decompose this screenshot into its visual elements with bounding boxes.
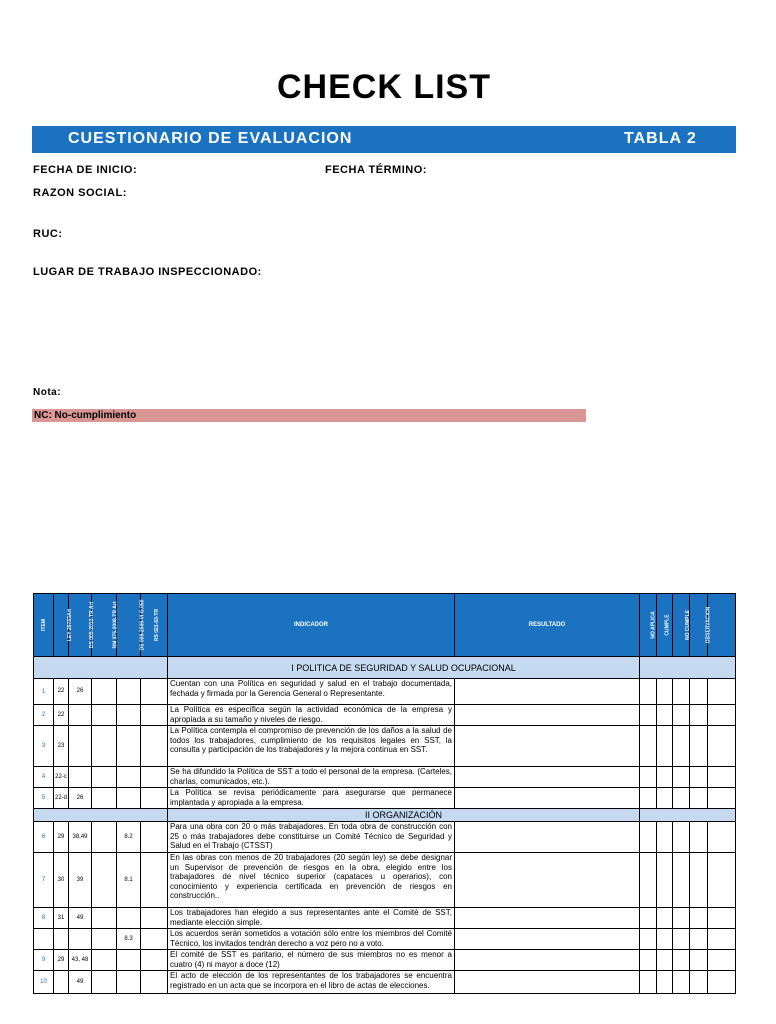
- item-number: 2: [34, 705, 54, 726]
- cumple-cell[interactable]: [657, 767, 673, 788]
- rs021-ref: [141, 929, 168, 950]
- item-number: 4: [34, 767, 54, 788]
- observacion-cell[interactable]: [690, 950, 708, 971]
- item-number: [34, 929, 54, 950]
- item-number: 1: [34, 679, 54, 705]
- table-row: [34, 971, 736, 994]
- no-aplica-cell[interactable]: [640, 971, 657, 994]
- item-number: 6: [34, 822, 54, 853]
- col-ds005-header: DS 005-2012-TR Art: [69, 594, 92, 657]
- oportunidad-cell[interactable]: [708, 908, 736, 929]
- nc-legend: NC: No-cumplimiento: [32, 409, 586, 422]
- fecha-termino-label: FECHA TÉRMINO:: [325, 164, 427, 176]
- rm375-ref: [92, 971, 117, 994]
- ley-ref: 22-c: [54, 767, 69, 788]
- rs021-ref: [141, 908, 168, 929]
- ley-ref: 22: [54, 679, 69, 705]
- cumple-cell[interactable]: [657, 971, 673, 994]
- ds009-ref: [117, 705, 141, 726]
- observacion-cell[interactable]: [690, 679, 708, 705]
- section-title: II ORGANIZACIÓN: [168, 809, 640, 822]
- rm375-ref: [92, 853, 117, 908]
- ds005-ref: [69, 767, 92, 788]
- resultado-cell[interactable]: [455, 853, 640, 908]
- ds005-ref: [69, 726, 92, 767]
- table-row: [34, 822, 736, 853]
- no-cumple-cell[interactable]: [673, 950, 690, 971]
- section-header-row: [34, 809, 736, 822]
- checklist-table: [33, 590, 746, 994]
- resultado-cell[interactable]: [455, 908, 640, 929]
- cumple-cell[interactable]: [657, 788, 673, 809]
- col-observacion-header: OBSERVACION: [690, 594, 708, 657]
- razon-social-label: RAZON SOCIAL:: [33, 187, 127, 199]
- observacion-cell[interactable]: [690, 971, 708, 994]
- observacion-cell[interactable]: [690, 767, 708, 788]
- rm375-ref: [92, 822, 117, 853]
- indicator-text: En las obras con menos de 20 trabajadores (20 según ley) se debe designar un Supervisor de prevención de riesgos en la obra, elegido entre los trabajadores de nivel técnico superior (capataces u operarios), con conocimiento y experiencia certificada en prevención de riesgos en construcción..: [168, 853, 455, 908]
- table-row: [34, 950, 736, 971]
- section-title: I POLITICA DE SEGURIDAD Y SALUD OCUPACIONAL: [168, 657, 640, 679]
- resultado-cell[interactable]: [455, 679, 640, 705]
- col-resultado-header: RESULTADO: [455, 594, 640, 657]
- col-cumple-header: CUMPLE: [657, 594, 673, 657]
- col-no-aplica-header: NO APLICA: [640, 594, 657, 657]
- ds005-ref: 26: [69, 679, 92, 705]
- oportunidad-cell[interactable]: [708, 679, 736, 705]
- ley-ref: 22: [54, 705, 69, 726]
- rs021-ref: [141, 971, 168, 994]
- observacion-cell[interactable]: [690, 822, 708, 853]
- no-cumple-cell[interactable]: [673, 679, 690, 705]
- indicator-text: El comité de SST es paritario, el número de sus miembros no es menor a cuatro (4) ni mayor a doce (12): [168, 950, 455, 971]
- banner-table-label: TABLA 2: [624, 130, 697, 147]
- oportunidad-cell[interactable]: [708, 788, 736, 809]
- oportunidad-cell[interactable]: [708, 726, 736, 767]
- fecha-inicio-label: FECHA DE INICIO:: [33, 164, 138, 176]
- page-title: CHECK LIST: [277, 68, 491, 106]
- item-number: 7: [34, 853, 54, 908]
- ley-ref: [54, 929, 69, 950]
- ley-ref: 31: [54, 908, 69, 929]
- resultado-cell[interactable]: [455, 929, 640, 950]
- table-row: [34, 726, 736, 767]
- indicator-text: La Política contempla el compromiso de prevención de los daños a la salud de todos los trabajadores, cumplimiento de los requisitos legales en SST, la consulta y participación de los trabajadores y la mejora continua en SST.: [168, 726, 455, 767]
- ds005-ref: [69, 929, 92, 950]
- cumple-cell[interactable]: [657, 726, 673, 767]
- indicator-text: El acto de elección de los representantes de los trabajadores se encuentra registrado en un acta que se incorpora en el libro de actas de elecciones.: [168, 971, 455, 994]
- no-cumple-cell[interactable]: [673, 822, 690, 853]
- cumple-cell[interactable]: [657, 705, 673, 726]
- lugar-trabajo-label: LUGAR DE TRABAJO INSPECCIONADO:: [33, 266, 262, 278]
- ds005-ref: 43, 48: [69, 950, 92, 971]
- observacion-cell[interactable]: [690, 705, 708, 726]
- ds009-ref: [117, 726, 141, 767]
- rm375-ref: [92, 929, 117, 950]
- oportunidad-cell[interactable]: [708, 822, 736, 853]
- ds005-ref: 39: [69, 853, 92, 908]
- resultado-cell[interactable]: [455, 950, 640, 971]
- rs021-ref: [141, 679, 168, 705]
- section-header-spacer: [34, 657, 168, 679]
- rm375-ref: [92, 705, 117, 726]
- table-row: [34, 788, 736, 809]
- ds005-ref: 49: [69, 971, 92, 994]
- item-number: 9: [34, 950, 54, 971]
- ds009-ref: 8.2: [117, 822, 141, 853]
- banner-title: CUESTIONARIO DE EVALUACION: [68, 130, 353, 147]
- cumple-cell[interactable]: [657, 822, 673, 853]
- ds009-ref: [117, 679, 141, 705]
- no-aplica-cell[interactable]: [640, 853, 657, 908]
- indicator-text: Se ha difundido la Política de SST a todo el personal de la empresa. (Carteles, charlas, comunicados, etc.).: [168, 767, 455, 788]
- table-header-row: [34, 594, 736, 657]
- indicator-text: Los trabajadores han elegido a sus representantes ante el Comité de SST, mediante elección simple.: [168, 908, 455, 929]
- col-rm375-header: RM 375-2008-TR Art: [92, 594, 117, 657]
- item-number: 3: [34, 726, 54, 767]
- rm375-ref: [92, 767, 117, 788]
- no-cumple-cell[interactable]: [673, 767, 690, 788]
- ley-ref: 23: [54, 726, 69, 767]
- observacion-cell[interactable]: [690, 853, 708, 908]
- ds009-ref: 8.3: [117, 929, 141, 950]
- ds009-ref: 8.1: [117, 853, 141, 908]
- resultado-cell[interactable]: [455, 788, 640, 809]
- resultado-cell[interactable]: [455, 822, 640, 853]
- section-header-spacer: [640, 657, 736, 679]
- no-cumple-cell[interactable]: [673, 705, 690, 726]
- oportunidad-cell[interactable]: [708, 950, 736, 971]
- item-number: 8: [34, 908, 54, 929]
- no-cumple-cell[interactable]: [673, 908, 690, 929]
- ley-ref: 29: [54, 822, 69, 853]
- rs021-ref: [141, 788, 168, 809]
- col-indicador-header: INDICADOR: [168, 594, 455, 657]
- oportunidad-cell[interactable]: [708, 971, 736, 994]
- no-aplica-cell[interactable]: [640, 726, 657, 767]
- rm375-ref: [92, 950, 117, 971]
- ds009-ref: [117, 908, 141, 929]
- ds005-ref: 26: [69, 788, 92, 809]
- col-ley-header: LEY 29783Art: [54, 594, 69, 657]
- resultado-cell[interactable]: [455, 767, 640, 788]
- col-no-cumple-header: NO CUMPLE: [673, 594, 690, 657]
- section-header-spacer: [640, 809, 736, 822]
- item-number: 5: [34, 788, 54, 809]
- resultado-cell[interactable]: [455, 726, 640, 767]
- nota-label: Nota:: [33, 387, 62, 398]
- col-rs021-header: RS 021-83-TR: [141, 594, 168, 657]
- ley-ref: 29: [54, 950, 69, 971]
- section-header-spacer: [34, 809, 168, 822]
- no-cumple-cell[interactable]: [673, 853, 690, 908]
- no-aplica-cell[interactable]: [640, 929, 657, 950]
- resultado-cell[interactable]: [455, 705, 640, 726]
- table-row: [34, 929, 736, 950]
- rm375-ref: [92, 679, 117, 705]
- ds005-ref: 49: [69, 908, 92, 929]
- resultado-cell[interactable]: [455, 971, 640, 994]
- col-oportunidad-header: OPORTUNIDAD DE MEJORA: [708, 594, 736, 657]
- no-cumple-cell[interactable]: [673, 726, 690, 767]
- cumple-cell[interactable]: [657, 853, 673, 908]
- ds009-ref: [117, 767, 141, 788]
- no-aplica-cell[interactable]: [640, 822, 657, 853]
- no-aplica-cell[interactable]: [640, 679, 657, 705]
- rs021-ref: [141, 950, 168, 971]
- no-aplica-cell[interactable]: [640, 767, 657, 788]
- table-row: [34, 705, 736, 726]
- rs021-ref: [141, 767, 168, 788]
- section-banner: [32, 126, 736, 153]
- indicator-text: La Política se revisa periódicamente para asegurarse que permanece implantada y apropiada a la empresa.: [168, 788, 455, 809]
- ley-ref: [54, 971, 69, 994]
- ds009-ref: [117, 971, 141, 994]
- observacion-cell[interactable]: [690, 929, 708, 950]
- no-aplica-cell[interactable]: [640, 950, 657, 971]
- rm375-ref: [92, 726, 117, 767]
- indicator-text: Para una obra con 20 o más trabajadores. En toda obra de construcción con 25 o más trabajadores debe constituirse un Comité Técnico de Seguridad y Salud en el Trabajo (CTSST): [168, 822, 455, 853]
- item-number: 10: [34, 971, 54, 994]
- observacion-cell[interactable]: [690, 908, 708, 929]
- ds005-ref: [69, 705, 92, 726]
- cumple-cell[interactable]: [657, 908, 673, 929]
- no-cumple-cell[interactable]: [673, 929, 690, 950]
- oportunidad-cell[interactable]: [708, 853, 736, 908]
- indicator-text: Los acuerdos serán sometidos a votación sólo entre los miembros del Comité Técnico, los invitados tendrán derecho a voz pero no a voto.: [168, 929, 455, 950]
- cumple-cell[interactable]: [657, 679, 673, 705]
- ley-ref: 22-d: [54, 788, 69, 809]
- table-row: [34, 853, 736, 908]
- table-row: [34, 767, 736, 788]
- cumple-cell[interactable]: [657, 929, 673, 950]
- ruc-label: RUC:: [33, 228, 63, 240]
- ds005-ref: 38,49: [69, 822, 92, 853]
- rm375-ref: [92, 788, 117, 809]
- table-row: [34, 908, 736, 929]
- col-ds009-header: DS 009-2009-VI G.050: [117, 594, 141, 657]
- rs021-ref: [141, 853, 168, 908]
- observacion-cell[interactable]: [690, 726, 708, 767]
- cumple-cell[interactable]: [657, 950, 673, 971]
- no-cumple-cell[interactable]: [673, 788, 690, 809]
- rm375-ref: [92, 908, 117, 929]
- col-item-header: ITEM: [34, 594, 54, 657]
- no-aplica-cell[interactable]: [640, 908, 657, 929]
- table-row: [34, 679, 736, 705]
- ds009-ref: [117, 788, 141, 809]
- no-aplica-cell[interactable]: [640, 705, 657, 726]
- no-cumple-cell[interactable]: [673, 971, 690, 994]
- rs021-ref: [141, 822, 168, 853]
- oportunidad-cell[interactable]: [708, 705, 736, 726]
- ley-ref: 30: [54, 853, 69, 908]
- rs021-ref: [141, 705, 168, 726]
- indicator-text: Cuentan con una Política en seguridad y salud en el trabajo documentada, fechada y firmada por la Gerencia General o Representante.: [168, 679, 455, 705]
- oportunidad-cell[interactable]: [708, 767, 736, 788]
- observacion-cell[interactable]: [690, 788, 708, 809]
- rs021-ref: [141, 726, 168, 767]
- indicator-text: La Política es específica según la actividad económica de la empresa y apropiada a su tamaño y niveles de riesgo.: [168, 705, 455, 726]
- oportunidad-cell[interactable]: [708, 929, 736, 950]
- section-header-row: [34, 657, 736, 679]
- ds009-ref: [117, 950, 141, 971]
- no-aplica-cell[interactable]: [640, 788, 657, 809]
